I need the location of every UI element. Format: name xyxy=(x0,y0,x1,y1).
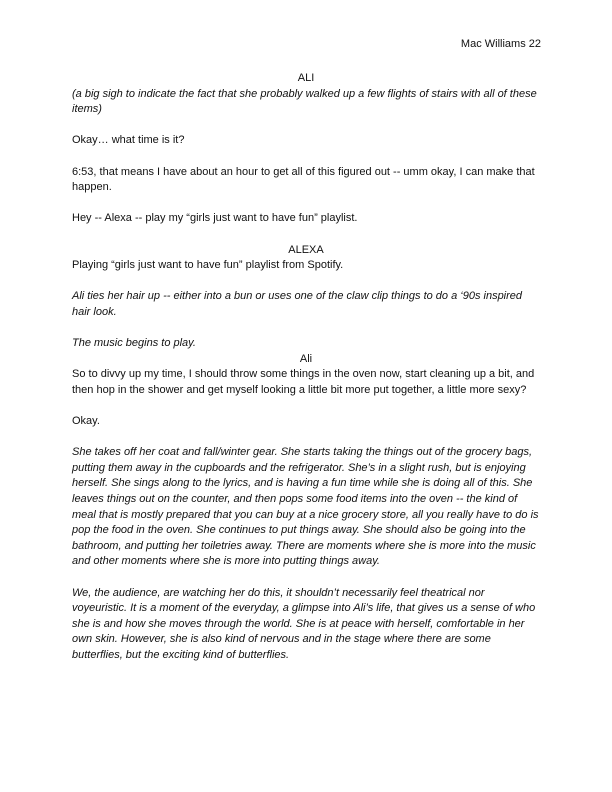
dialogue-line: 6:53, that means I have about an hour to get all of this figured out -- umm okay, I can make that happen. xyxy=(72,165,535,194)
action-line: The music begins to play. xyxy=(72,337,196,350)
script-body xyxy=(72,71,540,664)
dialogue-line: Okay… what time is it? xyxy=(72,134,185,147)
character-name-alexa: ALEXA xyxy=(288,243,324,256)
action-paragraph: She takes off her coat and fall/winter gear. She starts taking the things out of the grocery bags, putting them away in the cupboards and the refrigerator. She’s in a slight rush, but is enjoying herself. She sings along to the lyrics, and is having a fun time while she is doing all of this. She leaves things out on the counter, and then pops some food items into the oven -- the kind of meal that is mostly prepared that you can buy at a nice grocery store, all you really have to do is pop the food in the oven. She continues to put things away. She should also be going into the bathroom, and putting her toiletries away. There are moments where she is more into the music and other moments where she is more into putting things away. xyxy=(72,446,539,568)
character-name-ali-2: Ali xyxy=(299,352,313,365)
dialogue-line: So to divvy up my time, I should throw some things in the oven now, start cleaning up a bit, and then hop in the shower and get myself looking a little bit more put together, a little more sexy? xyxy=(72,368,535,396)
action-line: Ali ties her hair up -- either into a bun or uses one of the claw clip things to do a ‘90s inspired hair look. xyxy=(72,290,523,318)
action-paragraph: We, the audience, are watching her do this, it shouldn’t necessarily feel theatrical nor voyeuristic. It is a moment of the everyday, a glimpse into Ali’s life, that gives us a sense of who she is and how she moves through the world. She is at peace with herself, comfortable in her own skin. However, she is also kind of nervous and in the stage where there are some butterflies, but the exciting kind of butterflies. xyxy=(72,586,536,661)
character-name-ali: ALI xyxy=(297,72,315,84)
dialogue-line: Hey -- Alexa -- play my “girls just want to have fun” playlist. xyxy=(72,212,358,225)
page-header: Mac Williams 22 xyxy=(460,38,541,50)
dialogue-line: Okay. xyxy=(72,415,100,428)
parenthetical: (a big sigh to indicate the fact that she probably walked up a few flights of stairs with all of these items) xyxy=(72,87,537,116)
dialogue-line: Playing “girls just want to have fun” playlist from Spotify. xyxy=(72,259,344,272)
